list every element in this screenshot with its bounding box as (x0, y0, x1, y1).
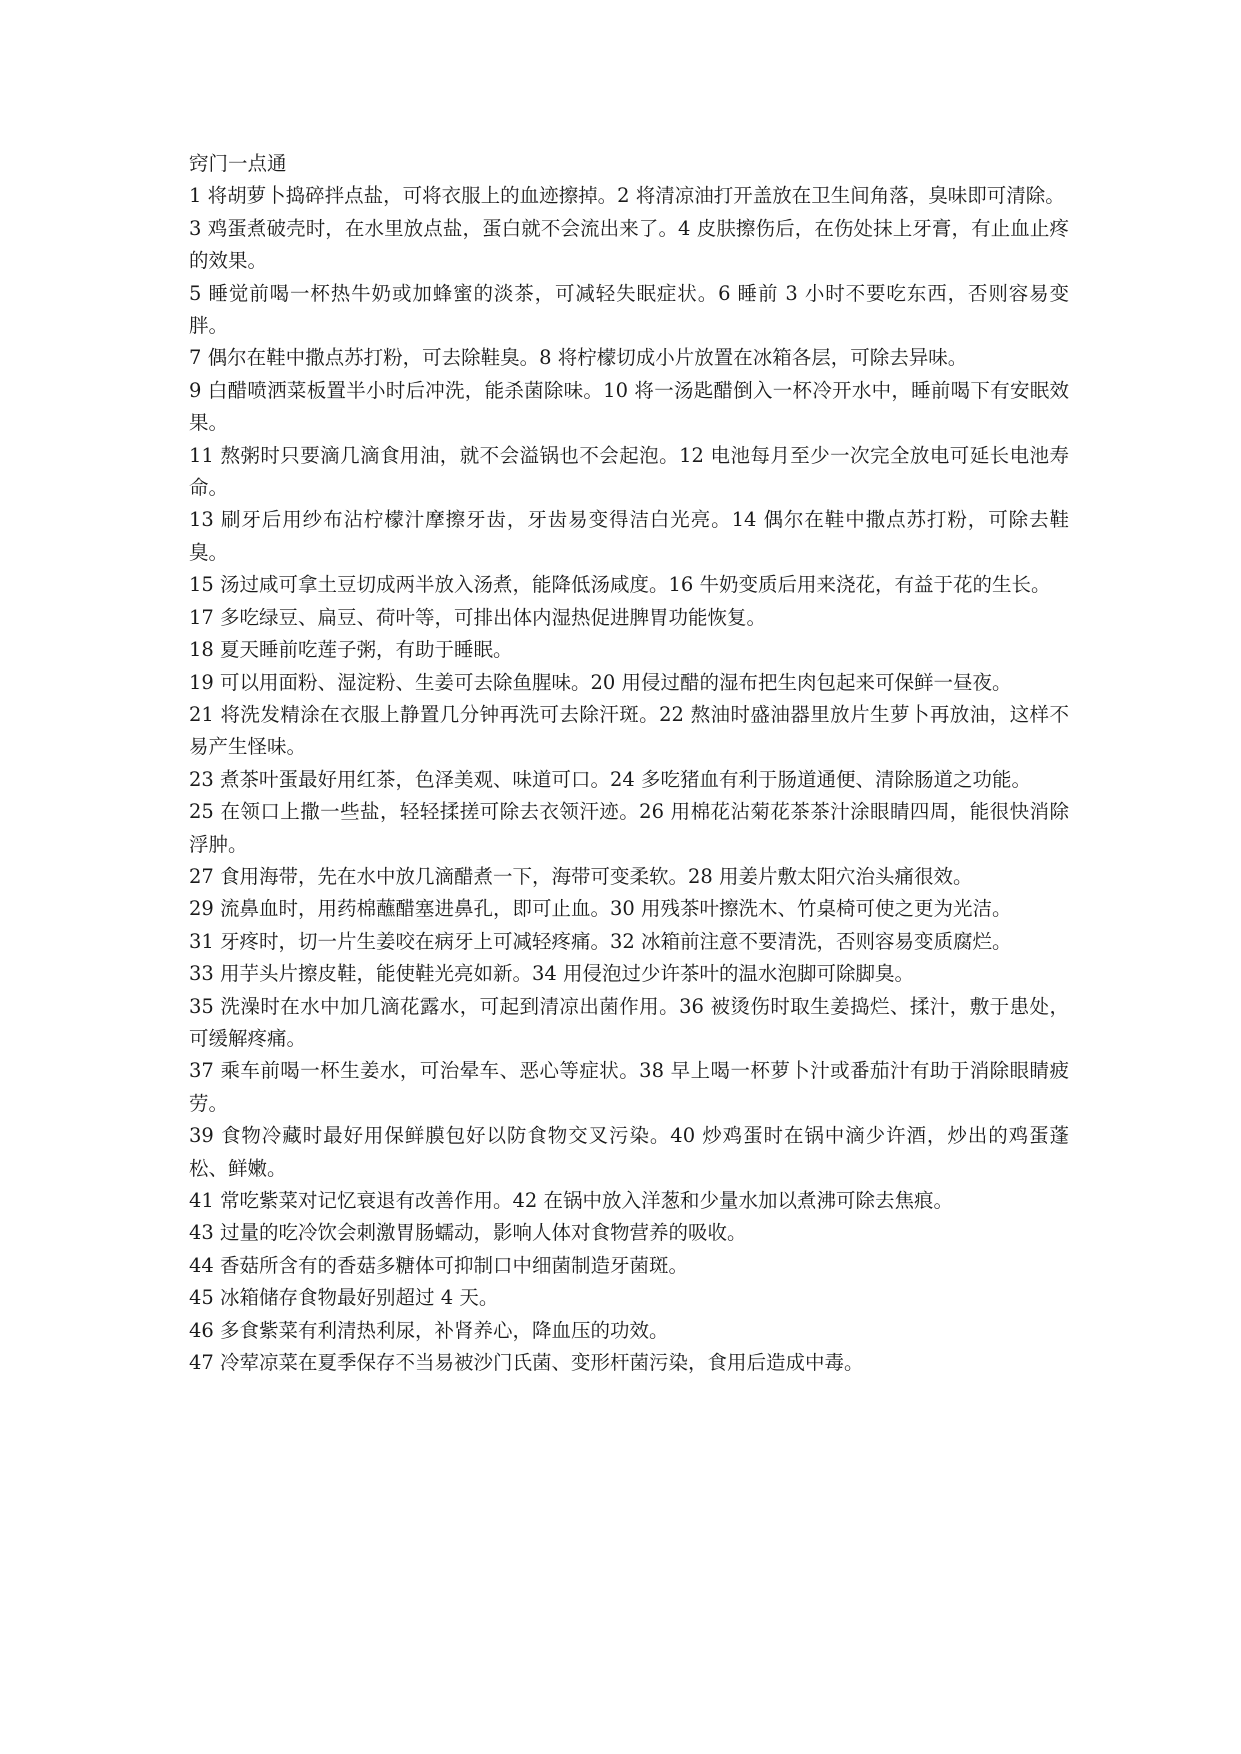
tip-paragraph: 47 冷荤凉菜在夏季保存不当易被沙门氏菌、变形杆菌污染，食用后造成中毒。 (189, 1351, 864, 1375)
tip-paragraph: 5 睡觉前喝一杯热牛奶或加蜂蜜的淡茶，可减轻失眠症状。6 睡前 3 小时不要吃东西，否则容易变胖。 (189, 281, 1069, 338)
tip-paragraph: 21 将洗发精涂在衣服上静置几分钟再洗可去除汗斑。22 熬油时盛油器里放片生萝卜再放油，这样不易产生怪味。 (189, 702, 1069, 759)
tip-paragraph: 11 熬粥时只要滴几滴食用油，就不会溢锅也不会起泡。12 电池每月至少一次完全放电可延长电池寿命。 (189, 443, 1069, 500)
tip-paragraph: 19 可以用面粉、湿淀粉、生姜可去除鱼腥味。20 用侵过醋的湿布把生肉包起来可保鲜一昼夜。 (189, 670, 1012, 694)
tip-paragraph: 39 食物冷藏时最好用保鲜膜包好以防食物交叉污染。40 炒鸡蛋时在锅中滴少许酒，炒出的鸡蛋蓬松、鲜嫩。 (189, 1124, 1069, 1180)
tip-paragraph: 31 牙疼时，切一片生姜咬在病牙上可减轻疼痛。32 冰箱前注意不要清洗，否则容易变质腐烂。 (189, 929, 1012, 953)
tip-paragraph: 45 冰箱储存食物最好别超过 4 天。 (189, 1286, 499, 1310)
tip-paragraph: 3 鸡蛋煮破壳时，在水里放点盐，蛋白就不会流出来了。4 皮肤擦伤后，在伤处抹上牙膏，有止血止疼的效果。 (189, 216, 1069, 273)
tip-paragraph: 23 煮茶叶蛋最好用红茶，色泽美观、味道可口。24 多吃猪血有利于肠道通便、清除肠道之功能。 (189, 767, 1032, 791)
tip-paragraph: 41 常吃紫菜对记忆衰退有改善作用。42 在锅中放入洋葱和少量水加以煮沸可除去焦痕。 (189, 1189, 954, 1212)
tip-paragraph: 35 洗澡时在水中加几滴花露水，可起到清凉出菌作用。36 被烫伤时取生姜捣烂、揉汁，敷于患处，可缓解疼痛。 (189, 994, 1069, 1050)
tip-paragraph: 17 多吃绿豆、扁豆、荷叶等，可排出体内湿热促进脾胃功能恢复。 (189, 605, 767, 629)
tip-paragraph: 1 将胡萝卜捣碎拌点盐，可将衣服上的血迹擦掉。2 将清凉油打开盖放在卫生间角落，臭味即可清除。 (189, 184, 1065, 208)
document-title: 窍门一点通 (189, 152, 287, 175)
tip-paragraph: 15 汤过咸可拿土豆切成两半放入汤煮，能降低汤咸度。16 牛奶变质后用来浇花，有益于花的生长。 (189, 573, 1051, 597)
tip-paragraph: 44 香菇所含有的香菇多糖体可抑制口中细菌制造牙菌斑。 (189, 1253, 689, 1277)
tip-paragraph: 27 食用海带，先在水中放几滴醋煮一下，海带可变柔软。28 用姜片敷太阳穴治头痛很效。 (189, 864, 973, 888)
tips-list (189, 180, 1069, 1379)
tip-paragraph: 33 用芋头片擦皮鞋，能使鞋光亮如新。34 用侵泡过少许茶叶的温水泡脚可除脚臭。 (189, 962, 915, 986)
tip-paragraph: 37 乘车前喝一杯生姜水，可治晕车、恶心等症状。38 早上喝一杯萝卜汁或番茄汁有助于消除眼睛疲劳。 (189, 1059, 1069, 1115)
tip-paragraph: 9 白醋喷洒菜板置半小时后冲洗，能杀菌除味。10 将一汤匙醋倒入一杯冷开水中，睡前喝下有安眠效果。 (189, 378, 1069, 435)
tip-paragraph: 7 偶尔在鞋中撒点苏打粉，可去除鞋臭。8 将柠檬切成小片放置在冰箱各层，可除去异味。 (189, 346, 968, 370)
tip-paragraph: 13 刷牙后用纱布沾柠檬汁摩擦牙齿，牙齿易变得洁白光亮。14 偶尔在鞋中撒点苏打粉，可除去鞋臭。 (189, 508, 1069, 564)
tip-paragraph: 18 夏天睡前吃莲子粥，有助于睡眠。 (189, 638, 513, 662)
tip-paragraph: 46 多食紫菜有利清热利尿，补肾养心，降血压的功效。 (189, 1318, 669, 1342)
tip-paragraph: 43 过量的吃冷饮会刺激胃肠蠕动，影响人体对食物营养的吸收。 (189, 1221, 747, 1245)
document-body (189, 148, 1069, 1379)
tip-paragraph: 29 流鼻血时，用药棉蘸醋塞进鼻孔，即可止血。30 用残茶叶擦洗木、竹桌椅可使之更为光洁。 (189, 897, 1012, 921)
tip-paragraph: 25 在领口上撒一些盐，轻轻揉搓可除去衣领汗迹。26 用棉花沾菊花茶茶汁涂眼睛四周，能很快消除浮肿。 (189, 800, 1069, 856)
